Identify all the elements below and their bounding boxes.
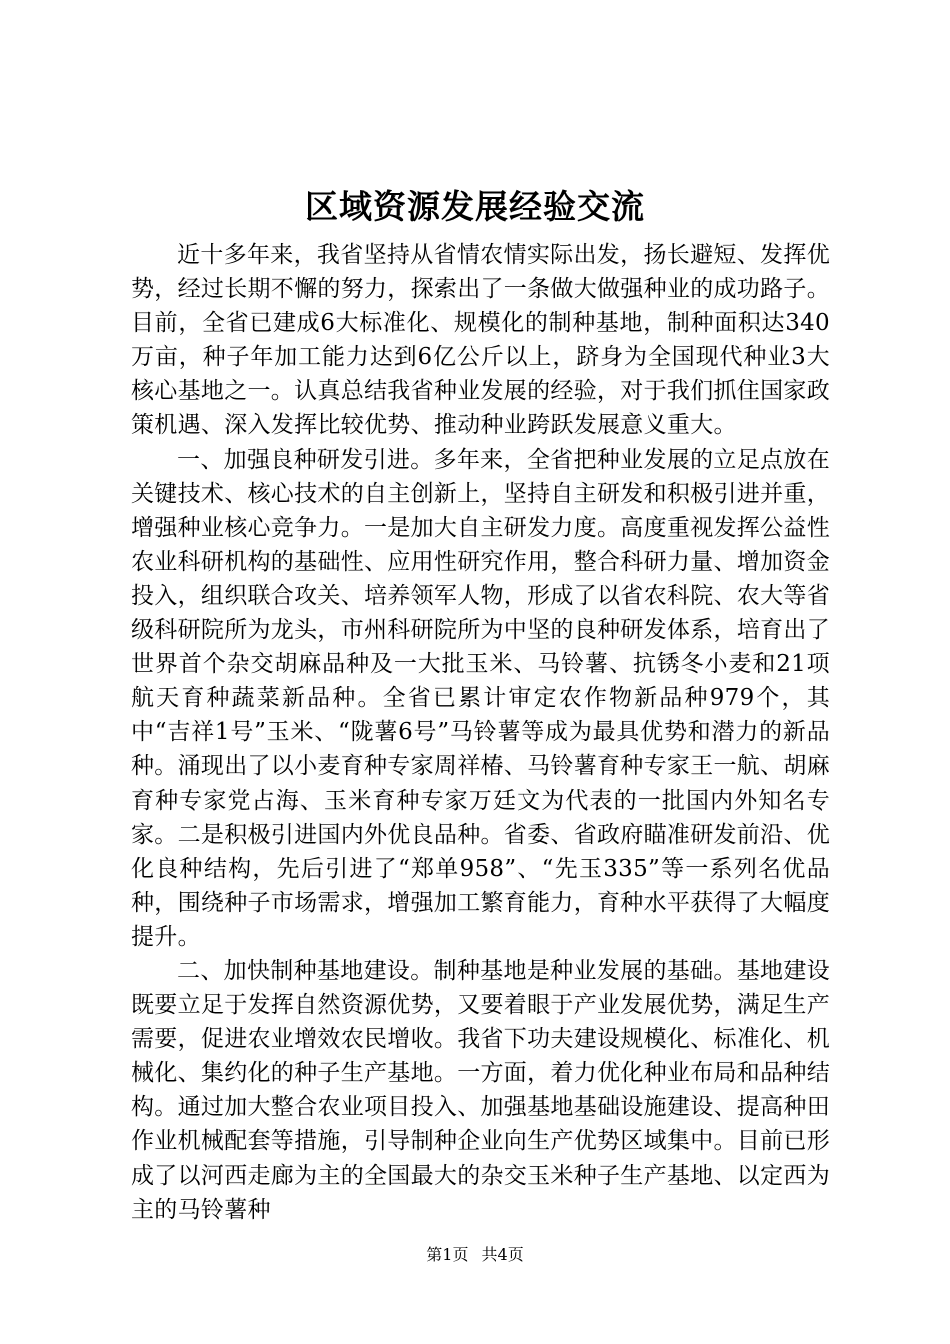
paragraph-section-1: 一、加强良种研发引进。多年来，全省把种业发展的立足点放在关键技术、核心技术的自主创新上，坚持自主研发和积极引进并重，增强种业核心竞争力。一是加大自主研发力度。高度重视发挥公益性农业科研机构的基础性、应用性研究作用，整合科研力量、增加资金投入，组织联合攻关、培养领军人物，形成了以省农科院、农大等省级科研院所为龙头，市州科研院所为中坚的良种研发体系，培育出了世界首个杂交胡麻品种及一大批玉米、马铃薯、抗锈冬小麦和21项航天育种蔬菜新品种。全省已累计审定农作物新品种979个，其中“吉祥1号”玉米、“陇薯6号”马铃薯等成为最具优势和潜力的新品种。涌现出了以小麦育种专家周祥椿、马铃薯育种专家王一航、胡麻育种专家党占海、玉米育种专家万廷文为代表的一批国内外知名专家。二是积极引进国内外优良品种。省委、省政府瞄准研发前沿、优化良种结构，先后引进了“郑单958”、“先玉335”等一系列名优品种，围绕种子市场需求，增强加工繁育能力，育种水平获得了大幅度提升。 xyxy=(131,446,830,950)
page-number: 第1页 xyxy=(426,1245,469,1264)
page-footer xyxy=(0,1243,950,1267)
paragraph-section-2: 二、加快制种基地建设。制种基地是种业发展的基础。基地建设既要立足于发挥自然资源优势，又要着眼于产业发展优势，满足生产需要，促进农业增效农民增收。我省下功夫建设规模化、标准化、机械化、集约化的种子生产基地。一方面，着力优化种业布局和品种结构。通过加大整合农业项目投入、加强基地基础设施建设、提高种田作业机械配套等措施，引导制种企业向生产优势区域集中。目前已形成了以河西走廊为主的全国最大的杂交玉米种子生产基地、以定西为主的马铃薯种 xyxy=(131,957,830,1223)
document-body xyxy=(131,238,830,1227)
paragraph-intro: 近十多年来，我省坚持从省情农情实际出发，扬长避短、发挥优势，经过长期不懈的努力，探索出了一条做大做强种业的成功路子。目前，全省已建成6大标准化、规模化的制种基地，制种面积达340万亩，种子年加工能力达到6亿公斤以上，跻身为全国现代种业3大核心基地之一。认真总结我省种业发展的经验，对于我们抓住国家政策机遇、深入发挥比较优势、推动种业跨跃发展意义重大。 xyxy=(131,242,830,439)
page-total: 共4页 xyxy=(481,1245,524,1264)
document-title: 区域资源发展经验交流 xyxy=(305,187,645,226)
